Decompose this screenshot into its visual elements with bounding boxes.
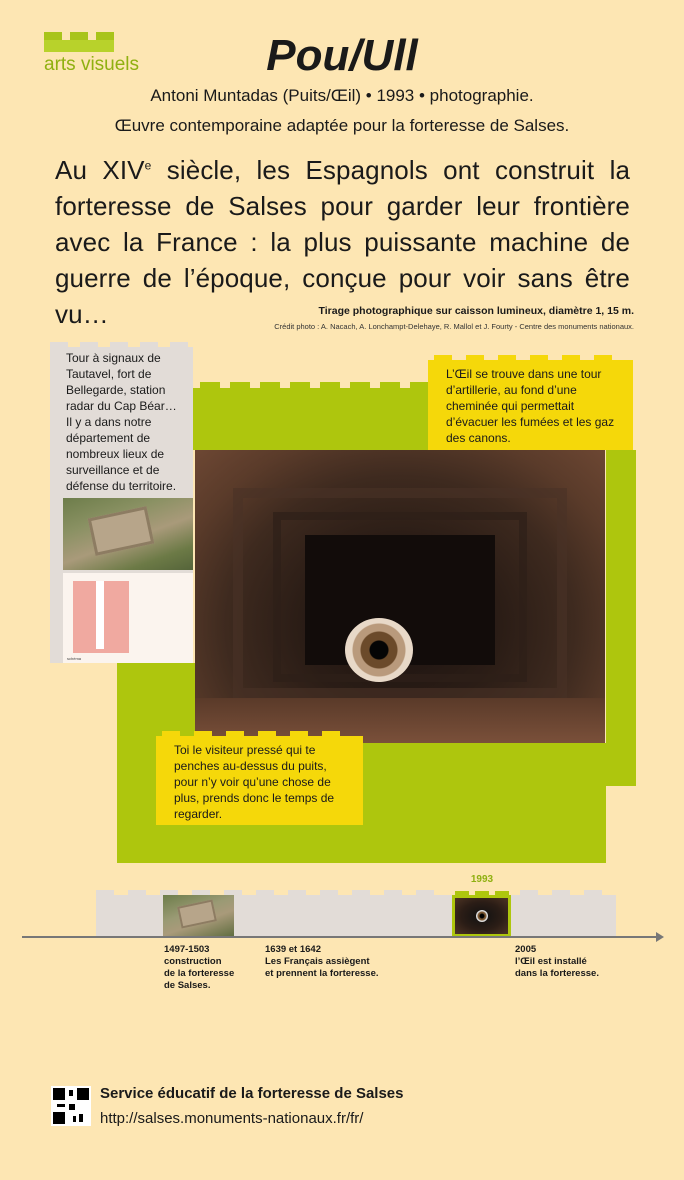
lead-paragraph: Au XIVe siècle, les Espagnols ont construit la forteresse de Salses pour garder leur frontière avec la France : la plus puissante machine de guerre de l’époque, conçue pour voir sans être vu… xyxy=(55,155,630,329)
timeline-event: 1497-1503 construction de la forteresse de Salses. xyxy=(164,944,235,991)
well-eye-photograph xyxy=(195,450,605,743)
page-title: Pou/Ull xyxy=(266,31,418,80)
tower-cross-section-diagram: schéma xyxy=(63,573,193,663)
timeline-fortress-photo xyxy=(163,895,234,937)
visitor-text: Toi le visiteur pressé qui te penches au-dessus du puits, pour n’y voir qu’une chose de plus, prends donc le temps de regarder. xyxy=(174,743,335,821)
timeline-eye-photo xyxy=(452,895,511,937)
qr-code[interactable] xyxy=(51,1086,91,1126)
website-link[interactable]: http://salses.monuments-nationaux.fr/fr/ xyxy=(100,1110,364,1127)
timeline-event: 1639 et 1642 Les Français assiègent et prennent la forteresse. xyxy=(265,944,379,979)
timeline-event: 2005 l’Œil est installé dans la forteresse. xyxy=(515,944,599,979)
century-superscript: e xyxy=(144,158,152,173)
print-caption: Tirage photographique sur caisson lumineux, diamètre 1, 15 m. xyxy=(318,305,634,317)
timeline-highlight-year: 1993 xyxy=(470,874,494,885)
artwork-subtitle: Antoni Muntadas (Puits/Œil) • 1993 • photographie. xyxy=(150,86,534,105)
photo-credit: Crédit photo : A. Nacach, A. Lonchampt-Delehaye, R. Mallol et J. Fourty - Centre des monuments nationaux. xyxy=(274,322,634,331)
timeline-arrow-icon xyxy=(656,932,664,942)
arts-visuels-logo-text: arts visuels xyxy=(44,54,140,75)
artillery-tower-text: L’Œil se trouve dans une tour d’artillerie, au fond d’une cheminée qui permettait d’évacuer les fumées et les gaz des canons. xyxy=(446,367,615,445)
fortress-aerial-photo xyxy=(63,498,193,570)
eye-icon xyxy=(345,618,413,682)
timeline-axis xyxy=(22,936,658,938)
surveillance-sites-text: Tour à signaux de Tautavel, fort de Bellegarde, station radar du Cap Béar… Il y a dans notre département de nombreux lieux de surveillance et de défense du territoire. xyxy=(66,351,177,493)
artwork-description: Œuvre contemporaine adaptée pour la forteresse de Salses. xyxy=(114,116,570,135)
service-name: Service éducatif de la forteresse de Salses xyxy=(100,1085,404,1102)
